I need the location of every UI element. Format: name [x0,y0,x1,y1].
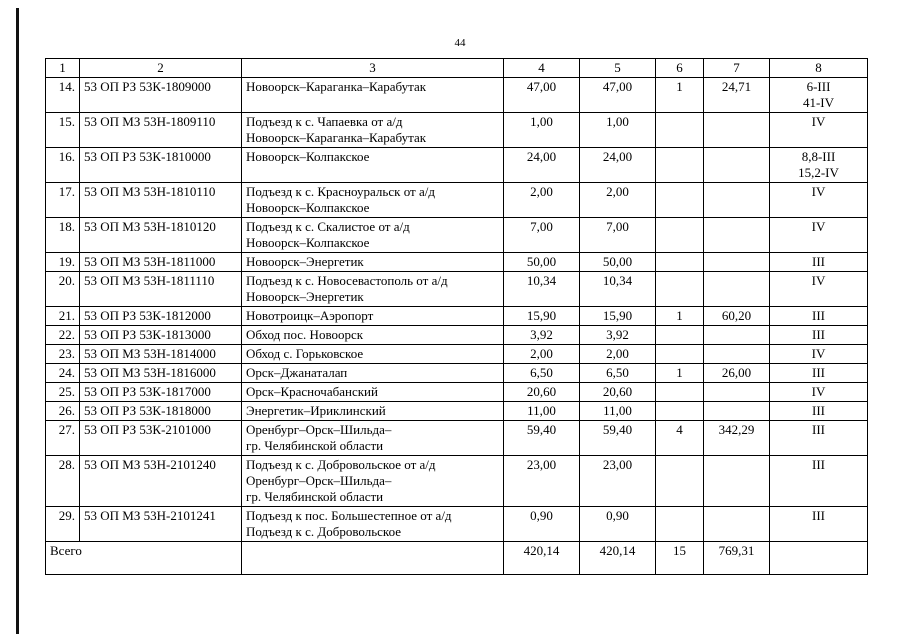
road-category-line: III [812,365,825,380]
road-length: 10,34 [504,272,580,307]
column-header: 1 [46,59,80,78]
road-name-line: Оренбург–Орск–Шильда– [246,473,392,488]
road-length-2: 10,34 [580,272,656,307]
row-number: 17. [46,183,80,218]
road-length-2: 20,60 [580,383,656,402]
road-name [242,253,504,272]
row-number: 18. [46,218,80,253]
road-category-line: 8,8-III [801,149,836,164]
bridge-count: 1 [656,307,704,326]
road-length-2: 15,90 [580,307,656,326]
bridge-length [704,253,770,272]
road-category-line: III [812,308,825,323]
road-category [770,148,868,183]
bridge-length [704,383,770,402]
road-category [770,78,868,113]
total-row [46,542,868,575]
road-name-line: Орск–Красночабанский [246,384,378,399]
bridge-count [656,383,704,402]
row-number: 21. [46,307,80,326]
bridge-count [656,183,704,218]
road-category-line: 41-IV [802,95,835,110]
road-category-line: IV [811,273,826,288]
road-code: 53 ОП РЗ 53К-1812000 [80,307,242,326]
table-row [46,183,868,218]
road-category-line: III [812,422,825,437]
road-code: 53 ОП МЗ 53Н-1810110 [80,183,242,218]
bridge-length [704,345,770,364]
road-name [242,307,504,326]
road-category-line: IV [811,114,826,129]
bridge-count [656,507,704,542]
bridge-count [656,456,704,507]
table-row [46,507,868,542]
road-name-line: Подъезд к с. Добровольское [246,524,402,539]
bridge-length: 342,29 [704,421,770,456]
row-number: 24. [46,364,80,383]
road-name-line: Подъезд к пос. Большестепное от а/д [246,508,452,523]
row-number: 20. [46,272,80,307]
road-length: 7,00 [504,218,580,253]
road-name-line: Новоорск–Колпакское [246,235,370,250]
road-name [242,456,504,507]
table-row [46,402,868,421]
page-number: 44 [454,37,466,49]
scan-edge-line [16,8,19,634]
road-name-line: Подъезд к с. Новосевастополь от а/д [246,273,448,288]
road-name [242,326,504,345]
road-category-line: 6-III [806,79,831,94]
road-category [770,218,868,253]
road-code: 53 ОП РЗ 53К-1813000 [80,326,242,345]
road-length-2: 3,92 [580,326,656,345]
row-number: 23. [46,345,80,364]
bridge-length: 24,71 [704,78,770,113]
road-length: 15,90 [504,307,580,326]
road-category [770,421,868,456]
road-code: 53 ОП РЗ 53К-2101000 [80,421,242,456]
road-length-2: 11,00 [580,402,656,421]
bridge-count [656,113,704,148]
road-category [770,456,868,507]
table-row [46,78,868,113]
row-number: 14. [46,78,80,113]
road-code: 53 ОП МЗ 53Н-2101240 [80,456,242,507]
road-category [770,345,868,364]
road-category [770,183,868,218]
road-length: 11,00 [504,402,580,421]
road-length-2: 1,00 [580,113,656,148]
bridge-count [656,148,704,183]
bridge-count: 4 [656,421,704,456]
road-name-line: Обход с. Горьковское [246,346,364,361]
road-length-2: 24,00 [580,148,656,183]
bridge-length [704,218,770,253]
column-header: 7 [704,59,770,78]
road-name-line: Новоорск–Колпакское [246,149,370,164]
road-category [770,326,868,345]
road-category [770,402,868,421]
bridge-length [704,402,770,421]
table-row [46,253,868,272]
road-category-line: IV [811,184,826,199]
road-name-line: Новоорск–Энергетик [246,289,364,304]
table-row [46,345,868,364]
row-number: 22. [46,326,80,345]
road-name [242,272,504,307]
bridge-count: 1 [656,364,704,383]
road-length-2: 2,00 [580,183,656,218]
road-name [242,218,504,253]
road-code: 53 ОП МЗ 53Н-2101241 [80,507,242,542]
total-length: 420,14 [504,542,580,575]
road-code: 53 ОП РЗ 53К-1817000 [80,383,242,402]
header-row [46,59,868,78]
road-length: 2,00 [504,183,580,218]
column-header: 6 [656,59,704,78]
total-bridge-length: 769,31 [704,542,770,575]
road-category [770,253,868,272]
bridge-length [704,148,770,183]
column-header: 3 [242,59,504,78]
road-length: 2,00 [504,345,580,364]
total-label: Всего [46,542,242,575]
road-category-line: 15,2-IV [798,165,839,180]
bridge-count [656,272,704,307]
bridge-count [656,345,704,364]
road-code: 53 ОП РЗ 53К-1809000 [80,78,242,113]
total-category-empty [770,542,868,575]
road-name-line: Обход пос. Новоорск [246,327,364,342]
road-length-2: 2,00 [580,345,656,364]
road-length: 3,92 [504,326,580,345]
bridge-count [656,326,704,345]
road-name-line: Энергетик–Ириклинский [246,403,386,418]
road-category [770,507,868,542]
road-category [770,272,868,307]
road-name-line: Подъезд к с. Чапаевка от а/д [246,114,403,129]
row-number: 27. [46,421,80,456]
road-name [242,113,504,148]
column-header: 5 [580,59,656,78]
road-category-line: III [812,508,825,523]
road-name-line: Оренбург–Орск–Шильда– [246,422,392,437]
road-name-line: Новоорск–Колпакское [246,200,370,215]
road-name [242,78,504,113]
row-number: 26. [46,402,80,421]
row-number: 25. [46,383,80,402]
table-row [46,113,868,148]
road-code: 53 ОП МЗ 53Н-1811000 [80,253,242,272]
bridge-length [704,456,770,507]
road-name-line: Новоорск–Караганка–Карабутак [246,79,427,94]
road-length-2: 6,50 [580,364,656,383]
road-length: 50,00 [504,253,580,272]
road-length: 59,40 [504,421,580,456]
table-row [46,364,868,383]
bridge-count [656,253,704,272]
bridge-length [704,113,770,148]
bridge-count [656,218,704,253]
road-code: 53 ОП МЗ 53Н-1816000 [80,364,242,383]
table-row [46,421,868,456]
road-code: 53 ОП РЗ 53К-1810000 [80,148,242,183]
road-length: 20,60 [504,383,580,402]
road-category [770,383,868,402]
bridge-count [656,402,704,421]
road-length: 23,00 [504,456,580,507]
column-header: 2 [80,59,242,78]
row-number: 28. [46,456,80,507]
bridge-length: 60,20 [704,307,770,326]
bridge-length: 26,00 [704,364,770,383]
road-length-2: 47,00 [580,78,656,113]
total-empty-cell [242,542,504,575]
roads-table [45,58,868,575]
road-name [242,345,504,364]
table-row [46,383,868,402]
road-length-2: 0,90 [580,507,656,542]
road-length-2: 50,00 [580,253,656,272]
road-code: 53 ОП МЗ 53Н-1810120 [80,218,242,253]
road-category [770,113,868,148]
row-number: 16. [46,148,80,183]
table-body [46,78,868,542]
road-name [242,148,504,183]
road-code: 53 ОП МЗ 53Н-1809110 [80,113,242,148]
road-length: 24,00 [504,148,580,183]
road-category-line: III [812,403,825,418]
road-name-line: Орск–Джанаталап [246,365,348,380]
road-name-line: Подъезд к с. Добровольское от а/д [246,457,436,472]
road-category-line: III [812,254,825,269]
table-row [46,272,868,307]
road-name-line: гр. Челябинской области [246,489,384,504]
road-length: 0,90 [504,507,580,542]
table-row [46,456,868,507]
table-row [46,148,868,183]
road-length-2: 23,00 [580,456,656,507]
road-length: 47,00 [504,78,580,113]
table-row [46,307,868,326]
road-category-line: IV [811,384,826,399]
road-name [242,507,504,542]
table-row [46,326,868,345]
road-name-line: Подъезд к с. Красноуральск от а/д [246,184,435,199]
road-length-2: 7,00 [580,218,656,253]
bridge-count: 1 [656,78,704,113]
road-name-line: Новоорск–Энергетик [246,254,364,269]
road-category-line: III [812,327,825,342]
bridge-length [704,507,770,542]
road-name-line: Подъезд к с. Скалистое от а/д [246,219,410,234]
bridge-length [704,183,770,218]
column-header: 8 [770,59,868,78]
road-category [770,307,868,326]
road-name-line: Новоорск–Караганка–Карабутак [246,130,427,145]
road-name-line: Новотроицк–Аэропорт [246,308,374,323]
road-name [242,402,504,421]
road-code: 53 ОП МЗ 53Н-1814000 [80,345,242,364]
road-name [242,383,504,402]
road-code: 53 ОП МЗ 53Н-1811110 [80,272,242,307]
total-length-2: 420,14 [580,542,656,575]
road-category-line: III [812,457,825,472]
road-length: 1,00 [504,113,580,148]
road-category-line: IV [811,219,826,234]
column-header: 4 [504,59,580,78]
row-number: 29. [46,507,80,542]
road-name [242,364,504,383]
road-length: 6,50 [504,364,580,383]
table-row [46,218,868,253]
row-number: 19. [46,253,80,272]
road-name [242,421,504,456]
road-length-2: 59,40 [580,421,656,456]
road-name-line: гр. Челябинской области [246,438,384,453]
road-code: 53 ОП РЗ 53К-1818000 [80,402,242,421]
road-category [770,364,868,383]
total-count: 15 [656,542,704,575]
row-number: 15. [46,113,80,148]
bridge-length [704,272,770,307]
road-category-line: IV [811,346,826,361]
bridge-length [704,326,770,345]
road-name [242,183,504,218]
